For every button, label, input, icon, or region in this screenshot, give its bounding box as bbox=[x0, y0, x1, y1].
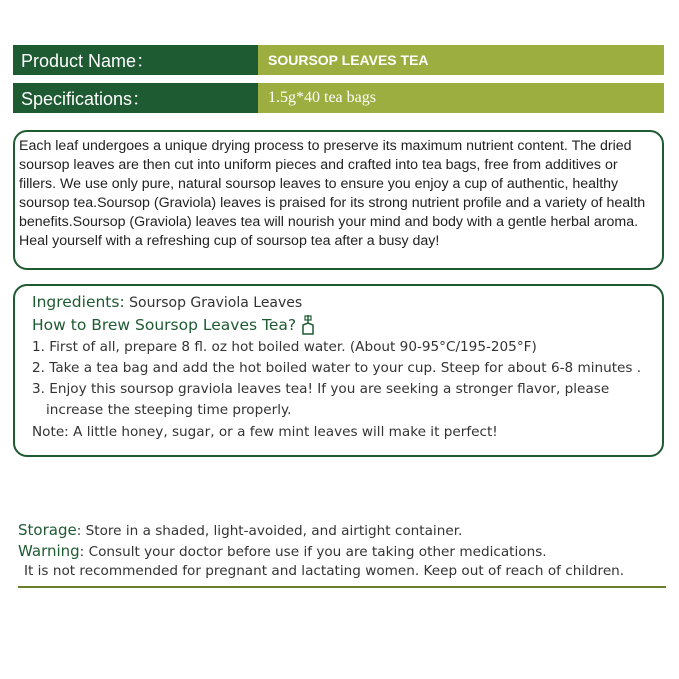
description-box bbox=[13, 130, 664, 270]
ingredients-line bbox=[32, 292, 654, 313]
ingredients-label: Ingredients: bbox=[32, 293, 125, 311]
storage-label: Storage bbox=[18, 521, 77, 539]
warning-label: Warning bbox=[18, 542, 80, 560]
brew-step-2: 2. Take a tea bag and add the hot boiled water to your cup. Steep for about 6-8 minutes . bbox=[32, 360, 642, 376]
brew-step-1: 1. First of all, prepare 8 fl. oz hot boiled water. (About 90-95°C/195-205°F) bbox=[32, 339, 537, 355]
specifications-label: Specifications： bbox=[13, 83, 258, 113]
brew-instructions-box bbox=[13, 284, 664, 457]
specifications-value: 1.5g*40 tea bags bbox=[258, 83, 664, 113]
warning-line-2: It is not recommended for pregnant and lactating women. Keep out of reach of children. bbox=[24, 563, 625, 579]
brew-step-3-continued: increase the steeping time properly. bbox=[46, 402, 292, 418]
brew-note: Note: A little honey, sugar, or a few mint leaves will make it perfect! bbox=[32, 424, 498, 440]
specifications-row bbox=[13, 83, 664, 113]
warning-text: : Consult your doctor before use if you are taking other medications. bbox=[79, 544, 547, 560]
tea-bag-icon bbox=[302, 315, 314, 335]
description-text: Each leaf undergoes a unique drying process to preserve its maximum nutrient content. The dried soursop leaves are then cut into uniform pieces and crafted into tea bags, free from additives or fillers. We use only pure, natural soursop leaves to ensure you enjoy a cup of authentic, healthy soursop tea.Soursop (Graviola) leaves is praised for its strong nutrient profile and a variety of health benefits.Soursop (Graviola) leaves tea will nourish your mind and body with a gentle herbal aroma. Heal yourself with a refreshing cup of soursop tea after a busy day! bbox=[19, 138, 646, 249]
brew-title: How to Brew Soursop Leaves Tea? bbox=[32, 316, 297, 334]
storage-text: : Store in a shaded, light-avoided, and airtight container. bbox=[76, 523, 463, 539]
brew-title-line bbox=[32, 313, 654, 337]
warning-line bbox=[18, 541, 547, 562]
brew-step-3: 3. Enjoy this soursop graviola leaves tea! If you are seeking a stronger flavor, please bbox=[32, 381, 610, 397]
brew-steps bbox=[32, 337, 654, 421]
storage-line bbox=[18, 520, 462, 541]
ingredients-value: Soursop Graviola Leaves bbox=[129, 295, 303, 311]
footer-divider bbox=[18, 586, 666, 588]
product-name-label: Product Name： bbox=[13, 45, 258, 75]
product-name-value: SOURSOP LEAVES TEA bbox=[258, 45, 664, 75]
product-name-row bbox=[13, 45, 664, 75]
